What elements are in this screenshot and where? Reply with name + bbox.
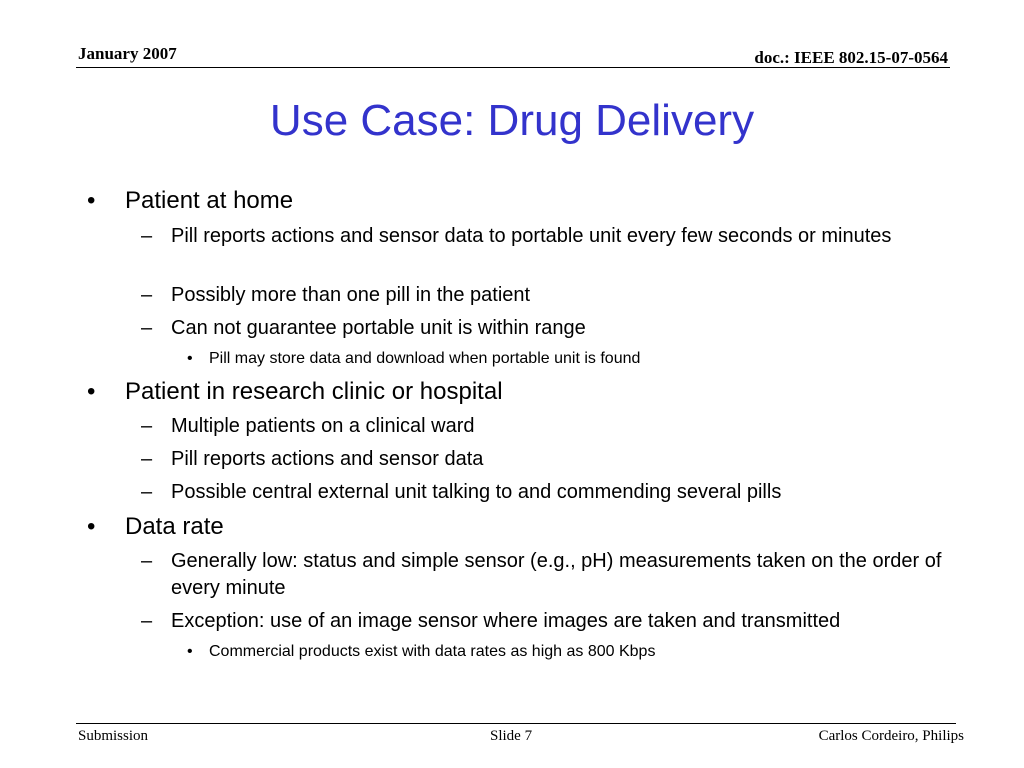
dash-marker: – — [141, 225, 153, 247]
footer-submission: Submission — [78, 728, 149, 744]
sub-sub-bullet — [187, 349, 944, 369]
sub-bullet-text: Exception: use of an image sensor where images are taken and transmitted — [171, 610, 841, 632]
sub-bullet — [141, 315, 946, 342]
dash-marker: – — [141, 415, 153, 437]
bullet-marker: • — [87, 513, 96, 540]
header-doc-id: doc.: IEEE 802.15-07-0564 — [754, 48, 948, 67]
sub-bullet — [141, 479, 946, 506]
bullet-text: Patient in research clinic or hospital — [125, 378, 503, 405]
dash-marker: – — [141, 610, 153, 632]
bullet-marker: • — [87, 378, 96, 405]
sub-bullet-text: Multiple patients on a clinical ward — [171, 415, 475, 437]
sub-bullet-text: Possible central external unit talking to and commending several pills — [171, 481, 782, 503]
dash-marker: – — [141, 550, 153, 572]
bullet-patient-at-home — [87, 187, 945, 215]
sub-bullet-text: Pill reports actions and sensor data — [171, 448, 484, 470]
slide-title: Use Case: Drug Delivery — [269, 96, 755, 145]
bullet-text: Data rate — [125, 513, 224, 540]
bullet-marker: • — [187, 643, 193, 660]
sub-bullet-text: Pill reports actions and sensor data to portable unit every few seconds or minutes — [171, 225, 892, 247]
sub-bullet — [141, 413, 946, 440]
bullet-data-rate — [87, 513, 945, 541]
sub-bullet — [141, 548, 946, 602]
sub-bullet-text: Can not guarantee portable unit is within range — [171, 317, 586, 339]
dash-marker: – — [141, 317, 153, 339]
footer-slide-number: Slide 7 — [490, 728, 533, 744]
footer-divider — [76, 723, 956, 724]
sub-bullet — [141, 446, 946, 473]
bullet-patient-in-clinic — [87, 378, 945, 406]
sub-bullet-text: Generally low: status and simple sensor (e.g., pH) measurements taken on the order of every minute — [171, 550, 942, 599]
header-date: January 2007 — [78, 44, 177, 63]
dash-marker: – — [141, 481, 153, 503]
header-divider — [76, 67, 950, 68]
bullet-marker: • — [87, 187, 96, 214]
sub-sub-bullet — [187, 642, 944, 662]
bullet-marker: • — [187, 350, 193, 367]
dash-marker: – — [141, 448, 153, 470]
dash-marker: – — [141, 284, 153, 306]
sub-bullet — [141, 282, 946, 309]
sub-bullet-text: Possibly more than one pill in the patient — [171, 284, 531, 306]
sub-sub-bullet-text: Pill may store data and download when portable unit is found — [209, 350, 641, 367]
sub-bullet — [141, 608, 946, 635]
sub-sub-bullet-text: Commercial products exist with data rates as high as 800 Kbps — [209, 643, 656, 660]
sub-bullet — [141, 223, 946, 250]
bullet-text: Patient at home — [125, 187, 294, 214]
footer-author: Carlos Cordeiro, Philips — [818, 728, 964, 744]
